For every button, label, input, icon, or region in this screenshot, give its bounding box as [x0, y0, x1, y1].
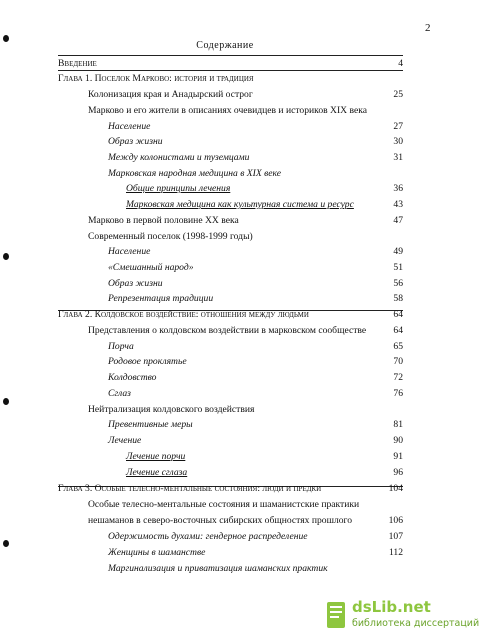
- toc-entry-label: Превентивные меры: [108, 419, 193, 430]
- toc-row: [0, 261, 450, 275]
- toc-row: [0, 371, 450, 385]
- toc-entry-page: 31: [393, 152, 403, 163]
- toc-row: [0, 466, 450, 480]
- toc-entry-label: нешаманов в северо-восточных сибирских общностях прошлого: [88, 515, 353, 526]
- toc-entry-page: 25: [393, 89, 403, 100]
- binder-hole: [3, 540, 9, 547]
- toc-row: [0, 292, 450, 306]
- toc-entry-page: 76: [393, 388, 403, 399]
- toc-row: [0, 167, 450, 181]
- binder-hole: [3, 35, 9, 42]
- toc-entry-label: Образ жизни: [108, 278, 163, 289]
- toc-entry-page: 65: [393, 341, 403, 352]
- binder-hole: [3, 253, 9, 260]
- toc-row: [0, 135, 450, 149]
- toc-entry-label: Введение: [58, 58, 97, 69]
- toc-title: Содержание: [196, 40, 254, 51]
- watermark-subtitle: библиотека диссертаций: [352, 618, 479, 629]
- toc-entry-label: Марковская народная медицина в XIX веке: [108, 168, 282, 179]
- toc-entry-label: Репрезентация традиции: [108, 293, 214, 304]
- toc-row: [0, 355, 450, 369]
- toc-entry-page: 90: [393, 435, 403, 446]
- toc-row: [0, 418, 450, 432]
- toc-entry-label: Глава 2. Колдовское воздействие: отношения между людьми: [58, 309, 309, 320]
- toc-entry-label: «Смешанный народ»: [108, 262, 194, 273]
- toc-entry-page: 70: [393, 356, 403, 367]
- toc-entry-label: Марково в первой половине XX века: [88, 215, 239, 226]
- toc-entry-page: 27: [393, 121, 403, 132]
- toc-row: [0, 72, 450, 86]
- binder-hole: [3, 398, 9, 405]
- toc-row: [0, 324, 450, 338]
- page-number: 2: [425, 22, 431, 34]
- toc-entry-label: Между колонистами и туземцами: [108, 152, 250, 163]
- toc-row: [0, 530, 450, 544]
- toc-entry-page: 43: [393, 199, 403, 210]
- toc-entry-label: Родовое проклятье: [108, 356, 187, 367]
- toc-entry-label: Образ жизни: [108, 136, 163, 147]
- toc-row: [0, 151, 450, 165]
- toc-row: [0, 514, 450, 528]
- toc-row: [0, 214, 450, 228]
- toc-entry-label: Марковская медицина как культурная система и ресурс: [126, 199, 354, 210]
- toc-row: [0, 182, 450, 196]
- toc-entry-label: Представления о колдовском воздействии в марковском сообществе: [88, 325, 367, 336]
- toc-entry-page: 4: [398, 58, 403, 69]
- toc-entry-label: Нейтрализация колдовского воздействия: [88, 404, 255, 415]
- toc-entry-page: 96: [393, 467, 403, 478]
- toc-entry-label: Современный поселок (1998-1999 годы): [88, 231, 253, 242]
- toc-entry-page: 112: [388, 547, 403, 558]
- toc-row: [0, 546, 450, 560]
- toc-entry-label: Порча: [108, 341, 134, 352]
- toc-entry-page: 49: [393, 246, 403, 257]
- toc-row: [0, 403, 450, 417]
- watermark-logo: dsLib.net: [352, 598, 431, 616]
- toc-entry-page: 91: [393, 451, 403, 462]
- toc-row: [0, 308, 450, 322]
- toc-entry-label: Сглаз: [108, 388, 131, 399]
- toc-entry-label: Особые телесно-ментальные состояния и шаманистские практики: [88, 499, 360, 510]
- toc-row: [0, 88, 450, 102]
- toc-entry-label: Глава 1. Поселок Марково: история и традиция: [58, 73, 254, 84]
- toc-entry-label: Лечение сглаза: [126, 467, 188, 478]
- toc-row: [0, 104, 450, 118]
- toc-entry-label: Глава 3. Особые телесно-ментальные состояния: люди и предки: [58, 483, 322, 494]
- toc-entry-page: 51: [393, 262, 403, 273]
- toc-entry-page: 56: [393, 278, 403, 289]
- toc-entry-label: Колонизация края и Анадырский острог: [88, 89, 253, 100]
- toc-entry-label: Колдовство: [108, 372, 157, 383]
- book-logo-icon: [324, 600, 348, 630]
- toc-entry-label: Марково и его жители в описаниях очевидцев и историков XIX века: [88, 105, 368, 116]
- toc-entry-label: Одержимость духами: гендерное распределение: [108, 531, 308, 542]
- toc-entry-page: 30: [393, 136, 403, 147]
- toc-entry-page: 81: [393, 419, 403, 430]
- toc-entry-page: 106: [388, 515, 403, 526]
- rule-top: [58, 55, 403, 56]
- toc-row: [0, 57, 450, 71]
- toc-entry-label: Лечение порчи: [126, 451, 186, 462]
- toc-row: [0, 120, 450, 134]
- toc-row: [0, 340, 450, 354]
- toc-entry-page: 58: [393, 293, 403, 304]
- toc-row: [0, 277, 450, 291]
- watermark: [300, 598, 479, 638]
- toc-entry-page: 64: [393, 325, 403, 336]
- toc-entry-label: Маргинализация и приватизация шаманских практик: [108, 563, 328, 574]
- toc-row: [0, 450, 450, 464]
- toc-entry-label: Население: [108, 246, 151, 257]
- toc-row: [0, 434, 450, 448]
- toc-row: [0, 245, 450, 259]
- toc-row: [0, 482, 450, 496]
- toc-entry-page: 72: [393, 372, 403, 383]
- toc-entry-page: 104: [388, 483, 403, 494]
- toc-entry-label: Лечение: [108, 435, 142, 446]
- toc-entry-page: 64: [393, 309, 403, 320]
- toc-entry-page: 107: [388, 531, 403, 542]
- toc-entry-page: 47: [393, 215, 403, 226]
- toc-row: [0, 387, 450, 401]
- toc-row: [0, 198, 450, 212]
- toc-entry-label: Население: [108, 121, 151, 132]
- toc-entry-page: 36: [393, 183, 403, 194]
- toc-entry-label: Общие принципы лечения: [126, 183, 231, 194]
- toc-entry-label: Женщины в шаманстве: [108, 547, 206, 558]
- toc-row: [0, 562, 450, 576]
- toc-row: [0, 498, 450, 512]
- toc-row: [0, 230, 450, 244]
